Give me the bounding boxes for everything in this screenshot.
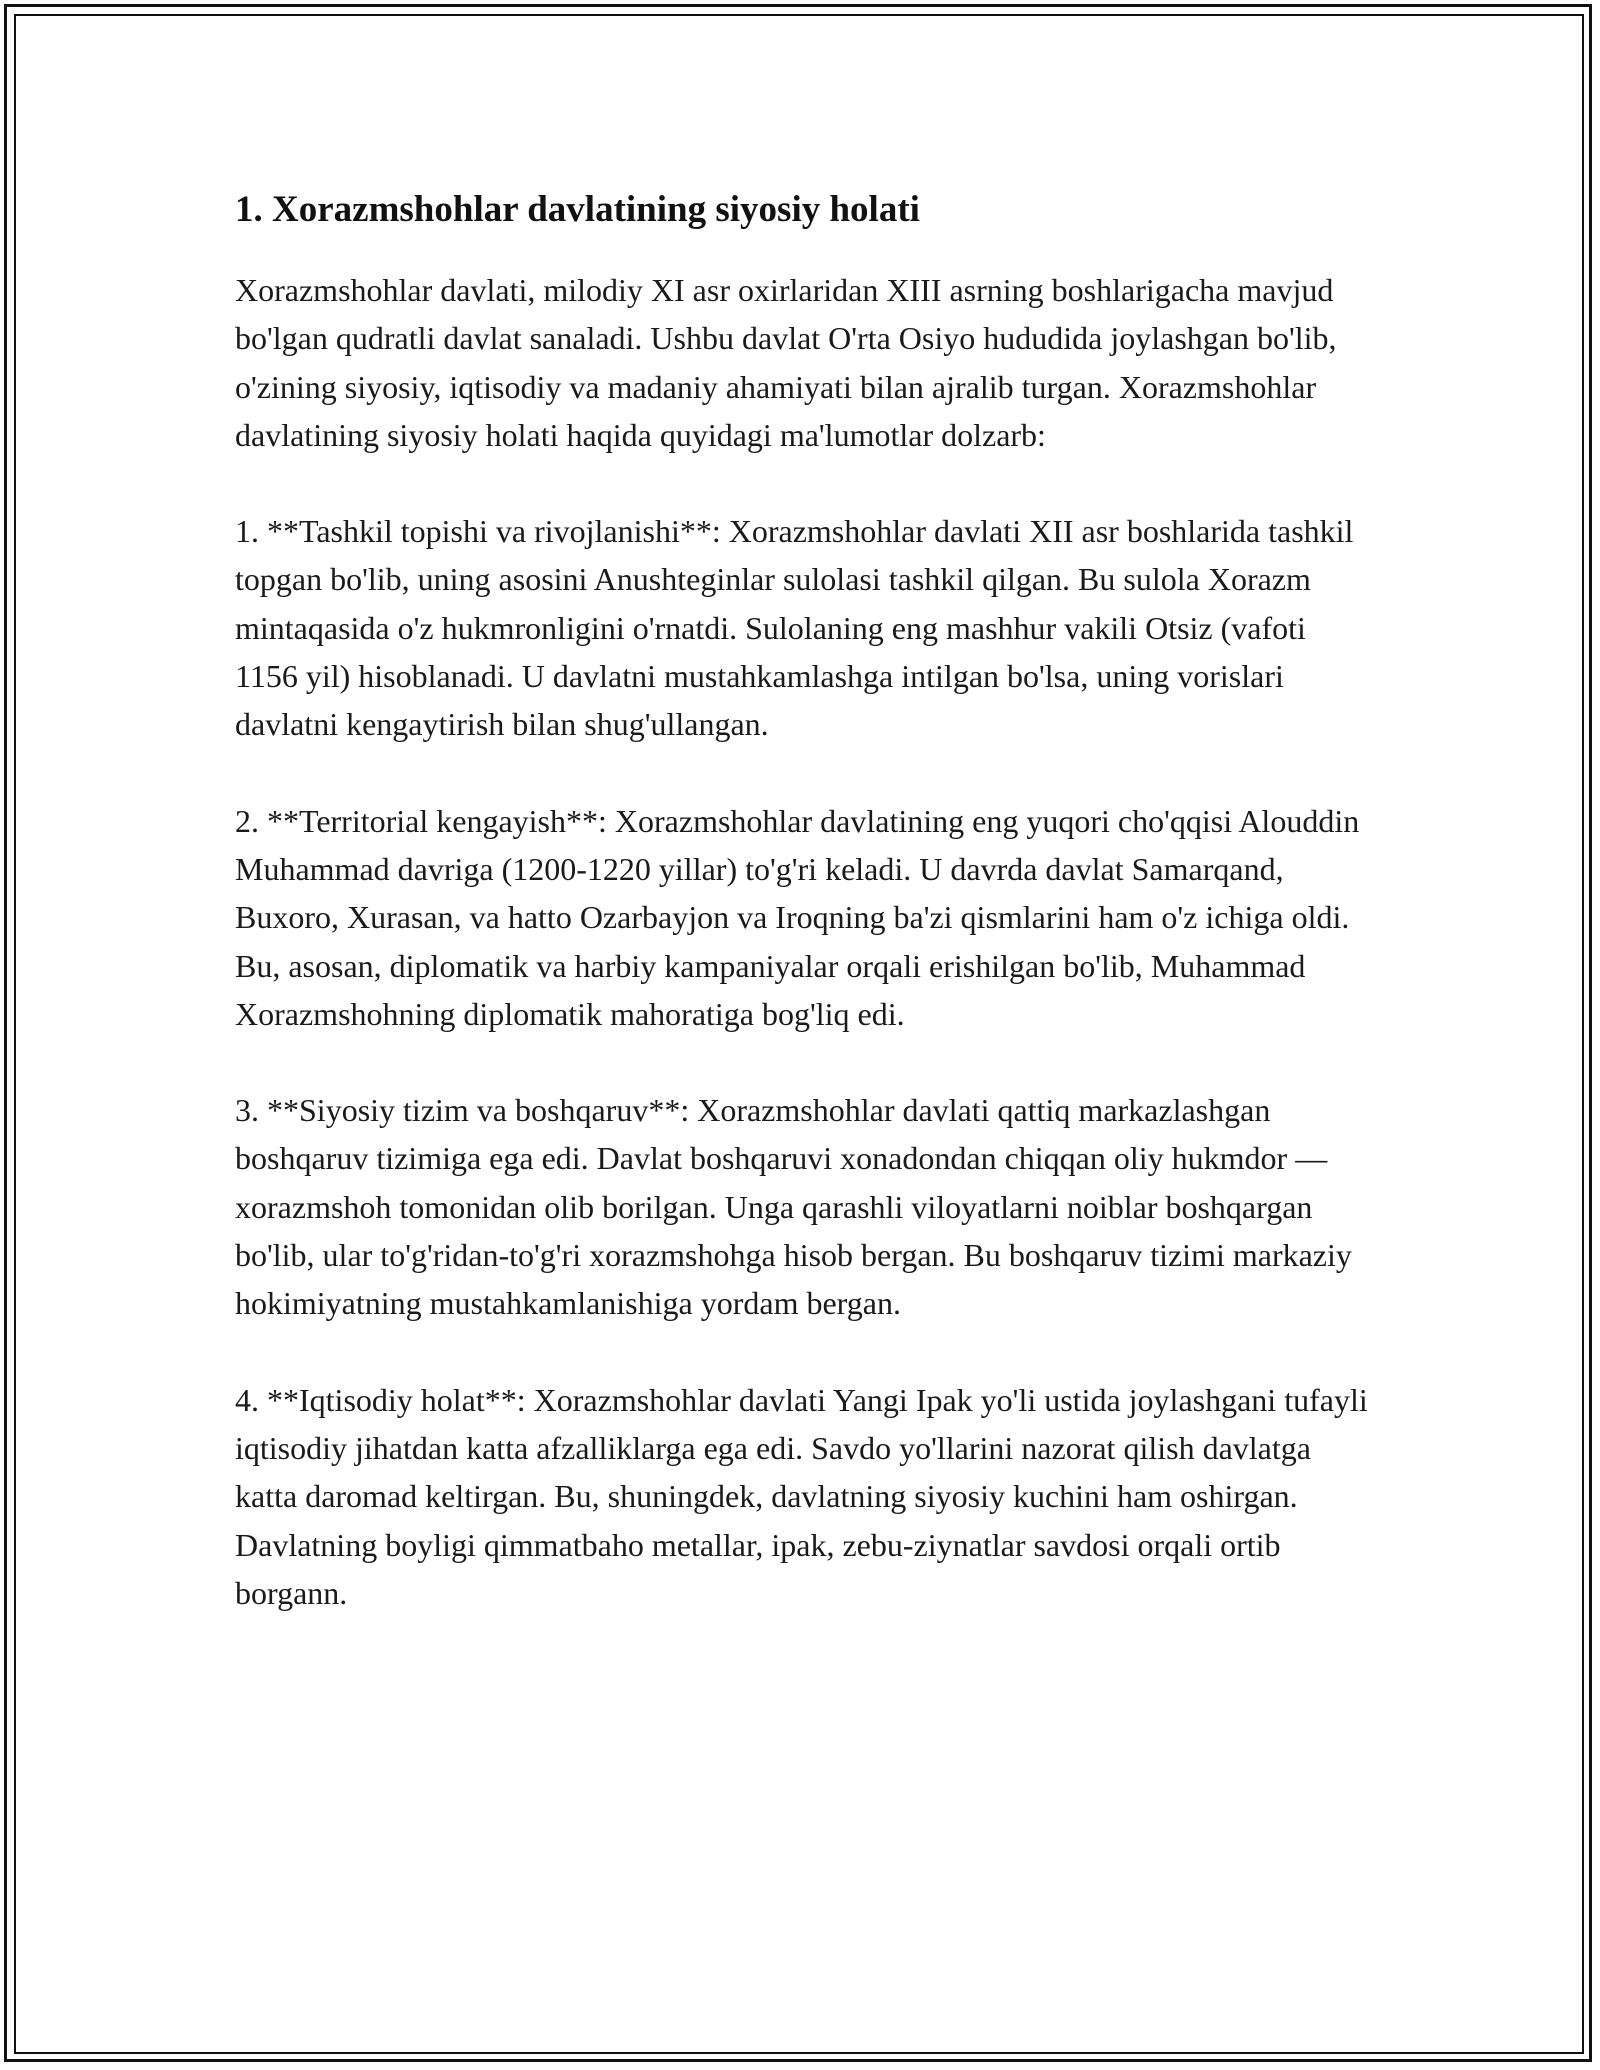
paragraph-siyosiy-tizim: 3. **Siyosiy tizim va boshqaruv**: Xorazmshohlar davlati qattiq markazlashgan boshqaruv tizimiga ega edi. Davlat boshqaruvi xonadondan chiqqan oliy hukmdor — xorazmshoh tomonidan olib borilgan. Unga qarashli viloyatlarni noiblar boshqargan bo'lib, ular to'g'ridan-to'g'ri xorazmshohga hisob bergan. Bu boshqaruv tizimi markaziy hokimiyatning mustahkamlanishiga yordam bergan. (235, 1092, 1352, 1322)
paragraph-tashkil-topishi: 1. **Tashkil topishi va rivojlanishi**: Xorazmshohlar davlati XII asr boshlarida tashkil topgan bo'lib, uning asosini Anushteginlar sulolasi tashkil qilgan. Bu sulola Xorazm mintaqasida o'z hukmronligini o'rnatdi. Sulolaning eng mashhur vakili Otsiz (vafoti 1156 yil) hisoblanadi. U davlatni mustahkamlashga intilgan bo'lsa, uning vorislari davlatni kengaytirish bilan shug'ullangan. (235, 513, 1354, 743)
intro-paragraph: Xorazmshohlar davlati, milodiy XI asr oxirlaridan XIII asrning boshlarigacha mavjud bo'lgan qudratli davlat sanaladi. Ushbu davlat O'rta Osiyo hududida joylashgan bo'lib, o'zining siyosiy, iqtisodiy va madaniy ahamiyati bilan ajralib turgan. Xorazmshohlar davlatining siyosiy holati haqida quyidagi ma'lumotlar dolzarb: (235, 272, 1337, 453)
document-body (235, 186, 1375, 1665)
paragraph-iqtisodiy-holat: 4. **Iqtisodiy holat**: Xorazmshohlar davlati Yangi Ipak yo'li ustida joylashgani tufayli iqtisodiy jihatdan katta afzalliklarga ega edi. Savdo yo'llarini nazorat qilish davlatga katta daromad keltirgan. Bu, shuningdek, davlatning siyosiy kuchini ham oshirgan. Davlatning boyligi qimmatbaho metallar, ipak, zebu-ziynatlar savdosi orqali ortib borgann. (235, 1381, 1368, 1611)
paragraph-territorial-kengayish: 2. **Territorial kengayish**: Xorazmshohlar davlatining eng yuqori cho'qqisi Alouddin Muhammad davriga (1200-1220 yillar) to'g'ri keladi. U davrda davlat Samarqand, Buxoro, Xurasan, va hatto Ozarbayjon va Iroqning ba'zi qismlarini ham o'z ichiga oldi. Bu, asosan, diplomatik va harbiy kampaniyalar orqali erishilgan bo'lib, Muhammad Xorazmshohning diplomatik mahoratiga bog'liq edi. (235, 802, 1360, 1032)
section-heading: 1. Xorazmshohlar davlatining siyosiy holati (235, 189, 920, 230)
